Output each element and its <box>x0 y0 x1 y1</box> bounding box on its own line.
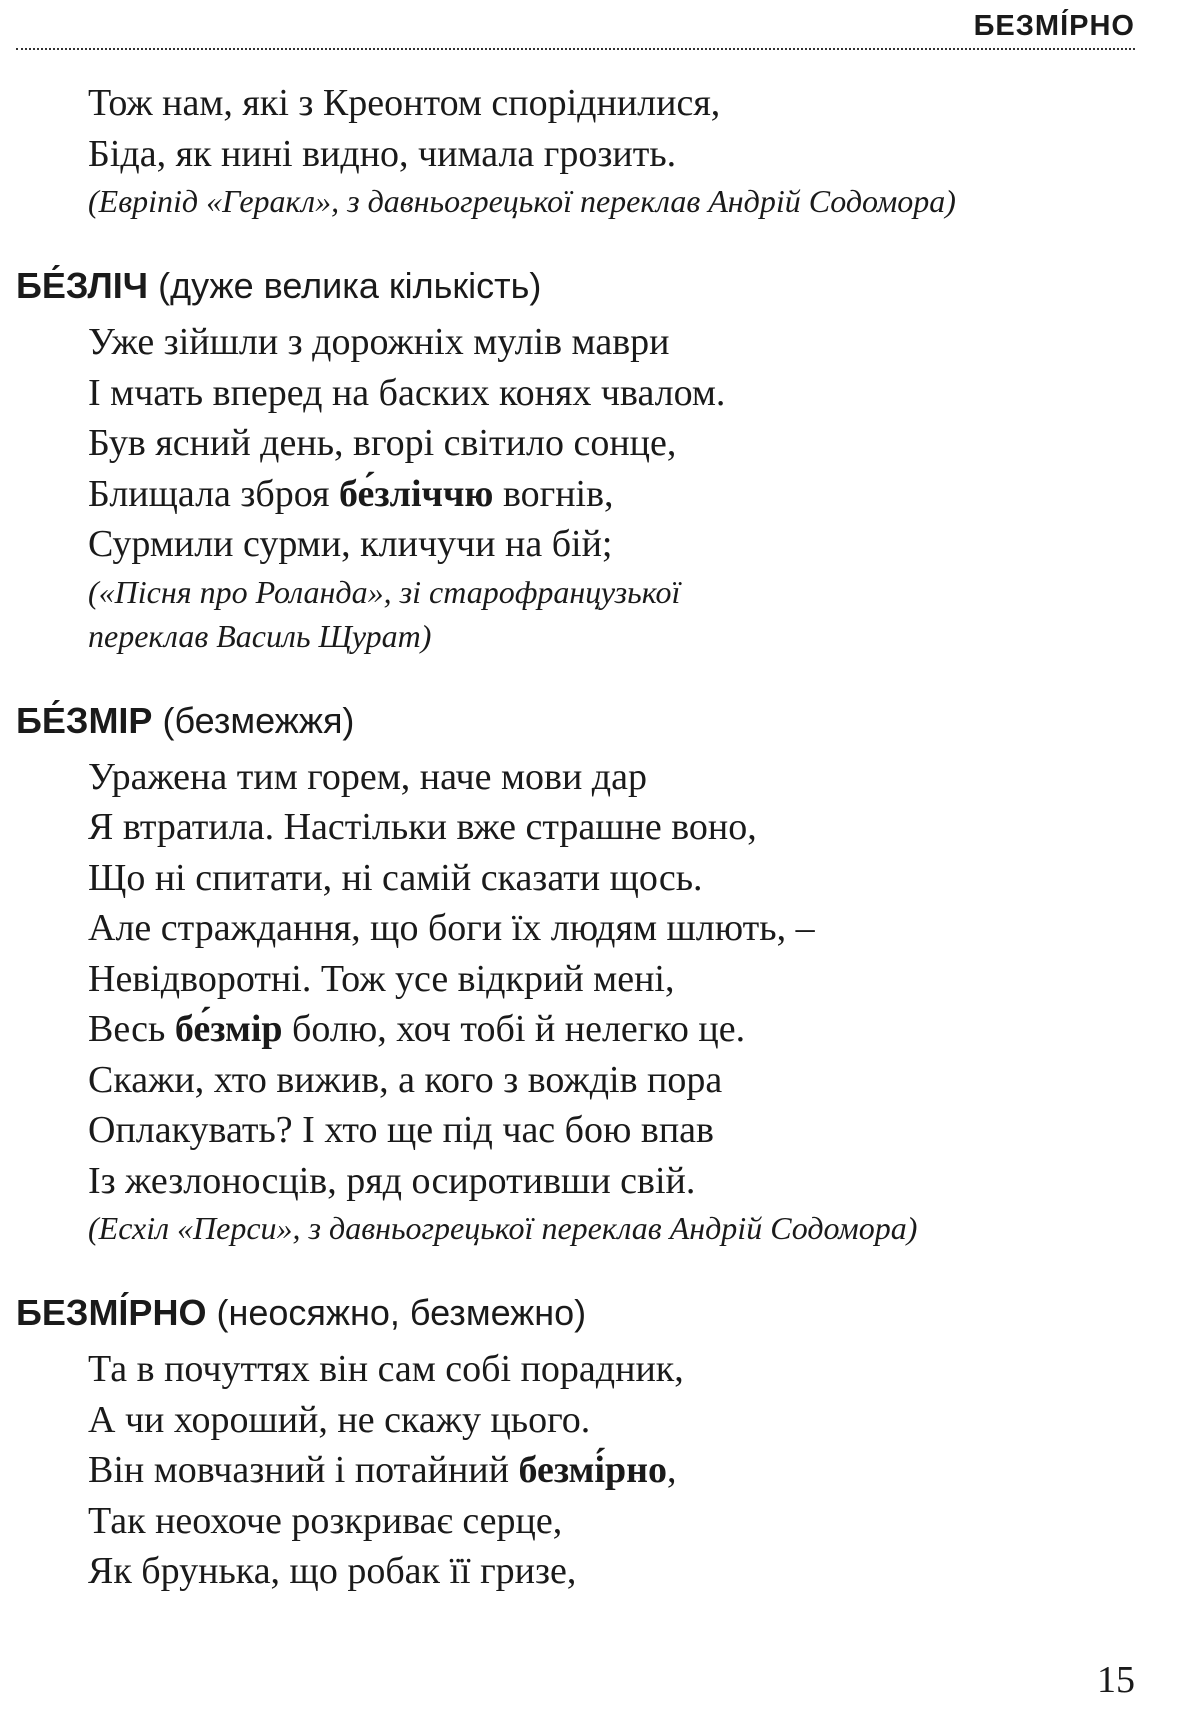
entry-quote <box>88 317 1135 658</box>
entry-quote <box>88 1344 1135 1597</box>
verse-line: А чи хороший, не скажу цього. <box>88 1398 591 1441</box>
running-head: БЕЗМІ́РНО <box>973 10 1135 42</box>
quote-source: (Евріпід «Геракл», з давньогрецької переклав Андрій Содомора) <box>88 183 956 219</box>
headword: БЕ́ЗЛІЧ <box>16 265 149 306</box>
header-dotted-rule <box>16 48 1135 50</box>
highlighted-word: бе́зліччю <box>339 472 494 515</box>
entry-headword-line <box>16 259 1135 313</box>
verse-line: Уже зійшли з дорожніх мулів маври <box>88 321 670 363</box>
headword: БЕ́ЗМІР <box>16 699 153 741</box>
highlighted-word: безмі́рно <box>518 1449 668 1491</box>
entry-headword-line <box>16 1286 1135 1340</box>
verse-line: Але страждання, що боги їх людям шлють, – <box>88 907 815 949</box>
verse-line: Як брунька, що робак її гризе, <box>88 1550 577 1592</box>
page-content <box>16 78 1135 1597</box>
headword-gloss: (неосяжно, безмежно) <box>216 1292 587 1333</box>
verse-line: Скажи, хто вижив, а кого з вождів пора <box>88 1058 723 1101</box>
verse-line: Блищала зброя бе́зліччю вогнів, <box>88 472 614 515</box>
verse-line: Оплакувать? І хто ще під час бою впав <box>88 1109 714 1151</box>
headword-gloss: (безмежжя) <box>162 699 355 741</box>
headword: БЕЗМІ́РНО <box>16 1292 207 1333</box>
quote-source: (Есхіл «Перси», з давньогрецької переклав Андрій Содомора) <box>88 1210 918 1246</box>
verse-line: Був ясний день, вгорі світило сонце, <box>88 422 677 464</box>
verse-line: Весь бе́змір болю, хоч тобі й нелегко це. <box>88 1008 746 1050</box>
entry-headword-line <box>16 694 1135 748</box>
page-number: 15 <box>1097 1659 1135 1701</box>
quote-source: переклав Василь Щурат) <box>88 617 432 654</box>
verse-line: Сурмили сурми, кличучи на бій; <box>88 523 613 565</box>
verse-line: Та в почуттях він сам собі порадник, <box>88 1348 684 1390</box>
verse-line: І мчать вперед на баских конях чвалом. <box>88 371 726 414</box>
entry-quote <box>88 752 1135 1251</box>
dictionary-entry <box>16 1286 1135 1597</box>
verse-line: Я втратила. Настільки вже страшне воно, <box>88 806 757 848</box>
verse-line: Уражена тим горем, наче мови дар <box>88 755 647 798</box>
verse-line: Так неохоче розкриває серце, <box>88 1499 563 1542</box>
headword-gloss: (дуже велика кількість) <box>158 265 542 306</box>
dictionary-entry <box>16 259 1135 658</box>
verse-line: Із жезлоносців, ряд осиротивши свій. <box>88 1159 696 1202</box>
verse-line: Він мовчазний і потайний безмі́рно, <box>88 1449 677 1491</box>
highlighted-word: бе́змір <box>174 1008 283 1050</box>
dictionary-entry <box>16 694 1135 1251</box>
verse-line: Невідворотні. Тож усе відкрий мені, <box>88 957 675 1000</box>
top-quote <box>88 78 1135 223</box>
verse-line: Біда, як нині видно, чимала грозить. <box>88 132 677 175</box>
verse-line: Що ні спитати, ні самій сказати щось. <box>88 856 703 899</box>
quote-source: («Пісня про Роланда», зі старофранцузької <box>88 573 681 610</box>
verse-line: Тож нам, які з Креонтом споріднилися, <box>88 82 721 124</box>
